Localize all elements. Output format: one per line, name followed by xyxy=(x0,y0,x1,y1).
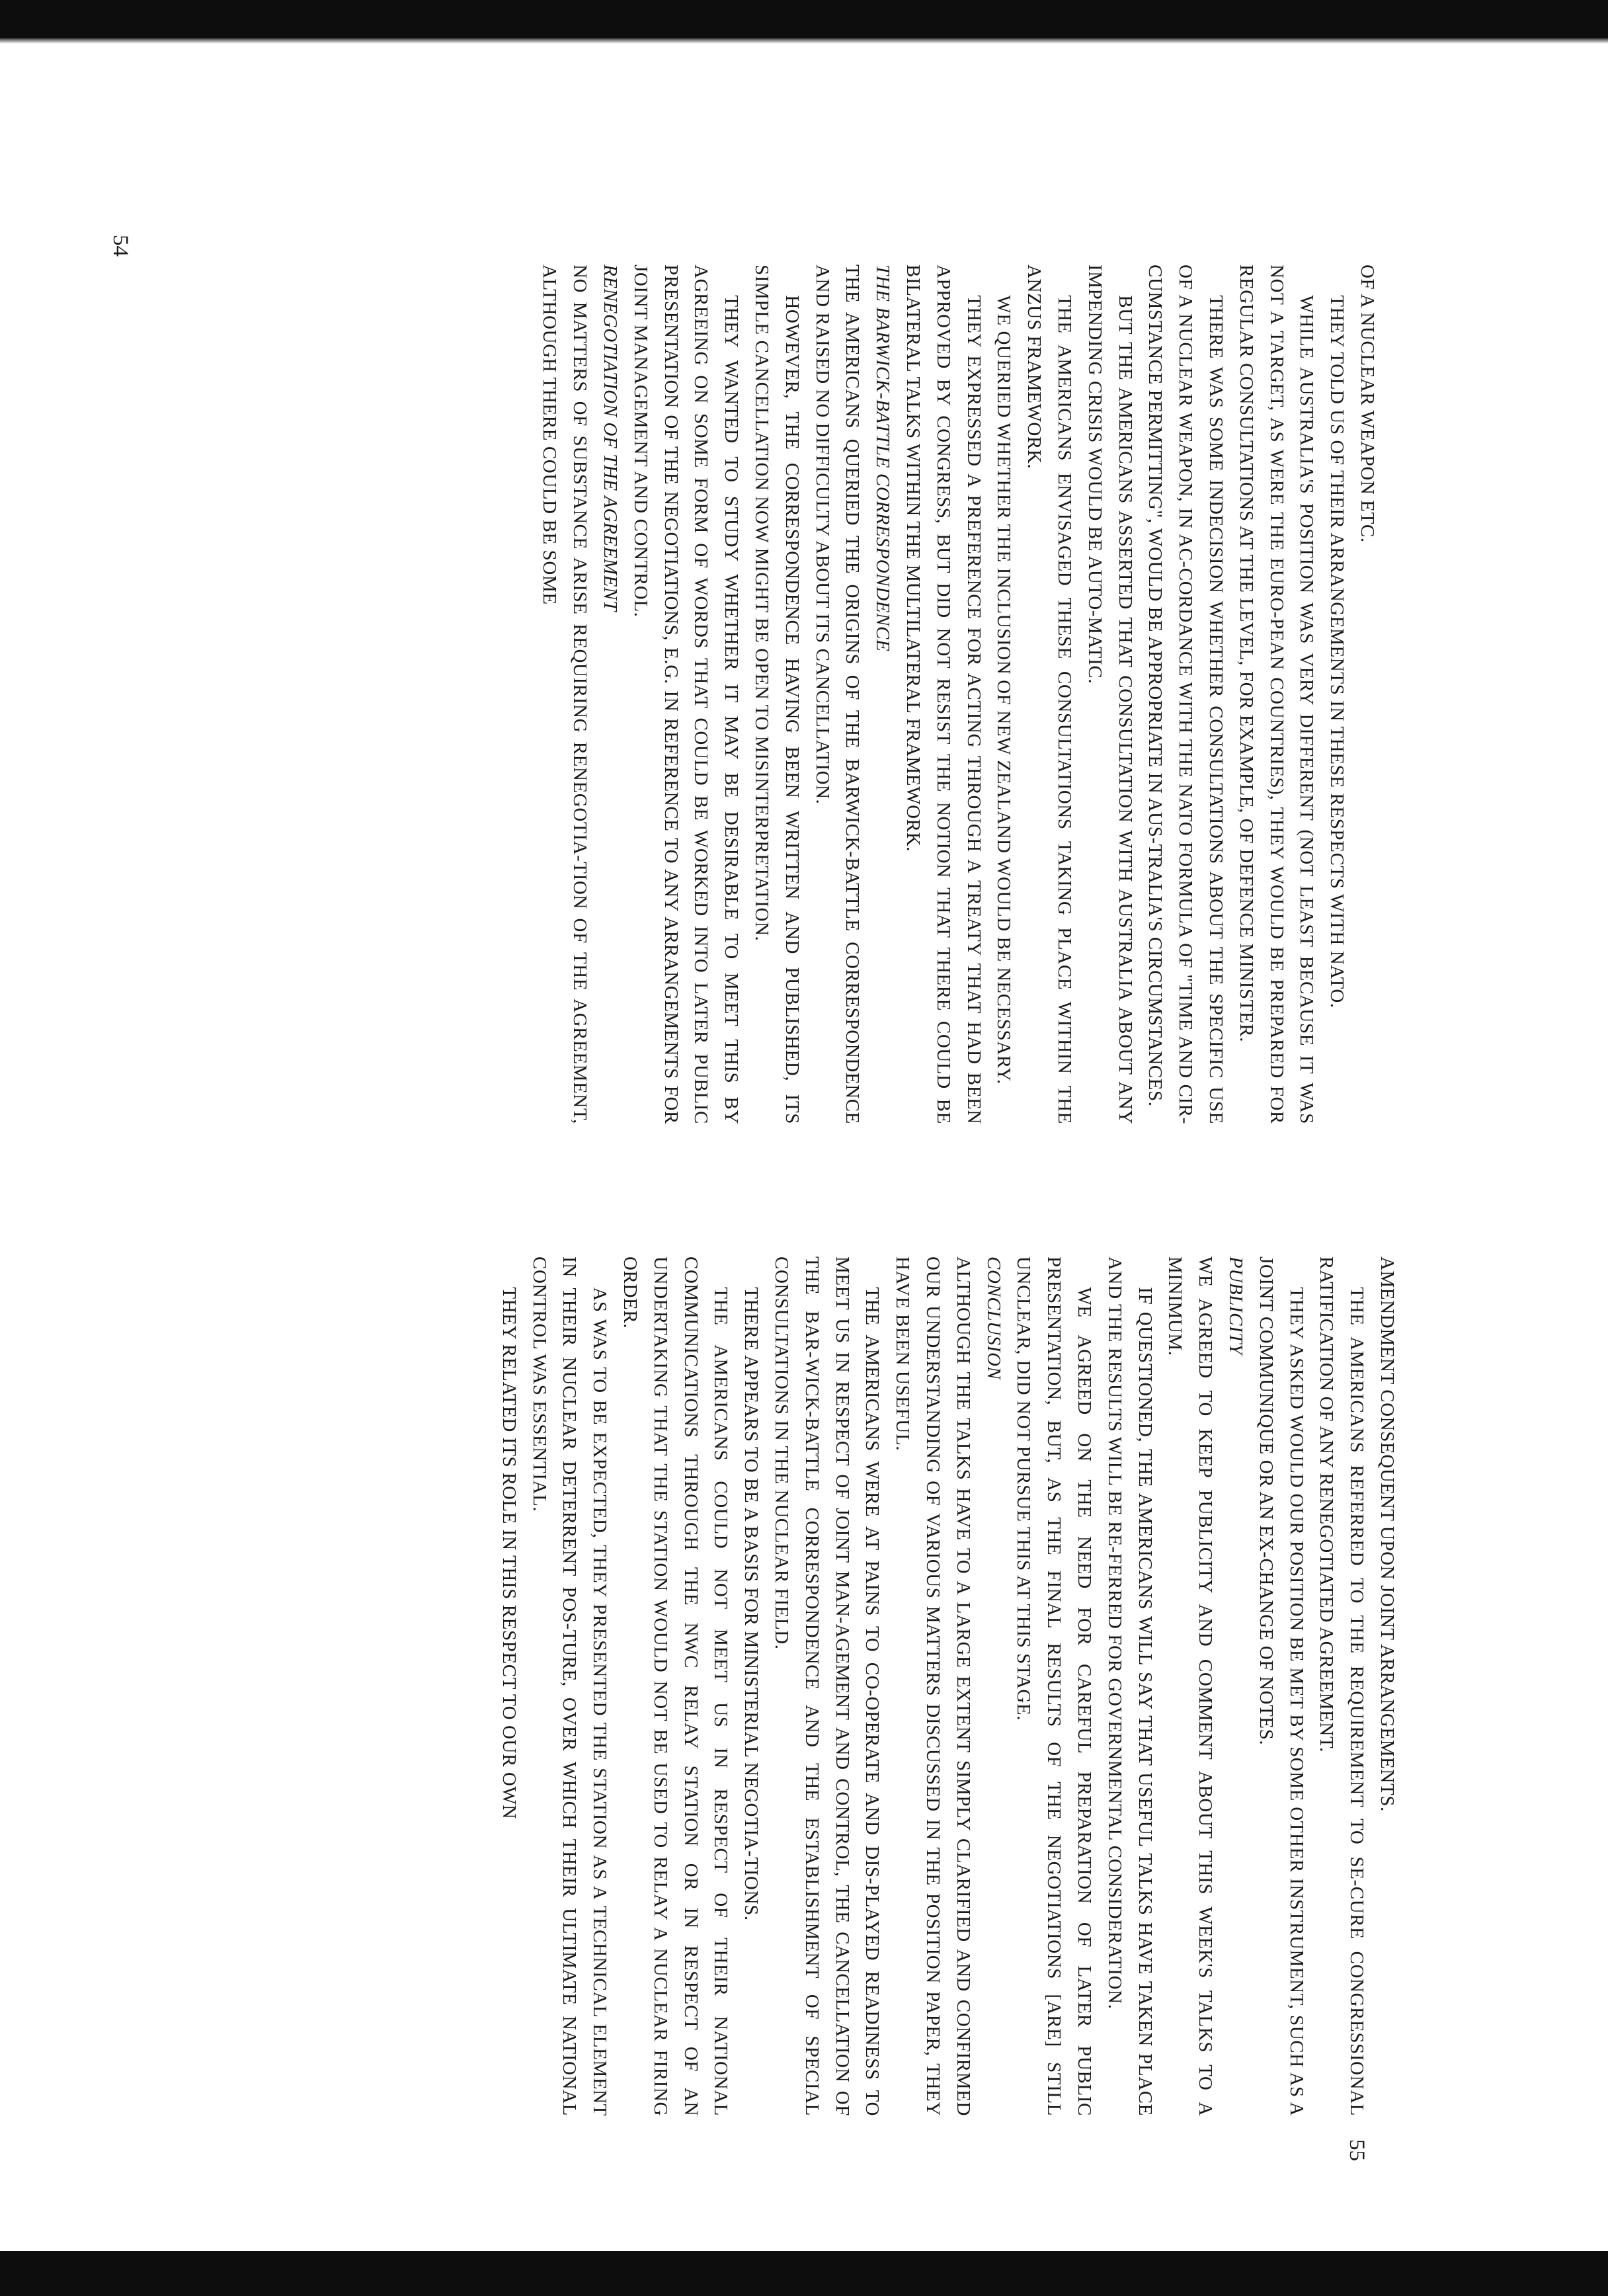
paragraph: THEY RELATED ITS ROLE IN THIS RESPECT TO OUR OWN xyxy=(498,1287,520,1819)
paragraph: BUT THE AMERICANS ASSERTED THAT CONSULTATION WITH AUSTRALIA ABOUT ANY IMPENDING CRISIS WOULD BE AUTO-MATIC. xyxy=(1084,265,1136,1124)
left-page-column xyxy=(534,265,1382,1124)
paragraph: THEY TOLD US OF THEIR ARRANGEMENTS IN THESE RESPECTS WITH NATO. xyxy=(1326,295,1348,1008)
paragraph: THE AMERICANS COULD NOT MEET US IN RESPECT OF THEIR NATIONAL COMMUNICATIONS THROUGH THE NWC RELAY STATION OR IN RESPECT OF AN UNDERTAKING THAT THE STATION WOULD NOT BE USED TO RELAY A NUCLEAR FIRING ORDER. xyxy=(620,1256,732,2116)
paragraph: OF A NUCLEAR WEAPON ETC. xyxy=(1357,265,1378,543)
paragraph: THERE APPEARS TO BE A BASIS FOR MINISTERIAL NEGOTIA-TIONS. xyxy=(741,1287,762,1921)
paragraph: THE AMERICANS QUERIED THE ORIGINS OF THE BARWICK-BATTLE CORRESPONDENCE AND RAISED NO DIFFICULTY ABOUT ITS CANCELLATION. xyxy=(811,265,864,1124)
paragraph: THE AMERICANS REFERRED TO THE REQUIREMENT TO SE-CURE CONGRESSIONAL RATIFICATION OF ANY RENEGOTIATED AGREEMENT. xyxy=(1316,1256,1368,2116)
paragraph: WE AGREED TO KEEP PUBLICITY AND COMMENT ABOUT THIS WEEK'S TALKS TO A MINIMUM. xyxy=(1164,1256,1217,2116)
section-heading: RENEGOTIATION OF THE AGREEMENT xyxy=(600,265,622,612)
section-heading: PUBLICITY xyxy=(1225,1256,1247,1355)
right-page-column xyxy=(493,1256,1402,2116)
paragraph: NO MATTERS OF SUBSTANCE ARISE REQUIRING RENEGOTIA-TION OF THE AGREEMENT, ALTHOUGH THERE COULD BE SOME xyxy=(539,265,591,1124)
page-number-right: 55 xyxy=(1345,2139,1369,2161)
page-number-left: 54 xyxy=(108,235,132,257)
section-heading: THE BARWICK-BATTLE CORRESPONDENCE xyxy=(872,265,894,652)
paragraph: AS WAS TO BE EXPECTED, THEY PRESENTED THE STATION AS A TECHNICAL ELEMENT IN THEIR NUCLEAR DETERRENT POS-TURE, OVER WHICH THEIR ULTIMATE NATIONAL CONTROL WAS ESSENTIAL. xyxy=(528,1256,611,2116)
paragraph: WHILE AUSTRALIA'S POSITION WAS VERY DIFFERENT (NOT LEAST BECAUSE IT WAS NOT A TARGET, AS WERE THE EURO-PEAN COUNTRIES), THEY WOULD BE PREPARED FOR REGULAR CONSULTATIONS AT THE LEVEL, FOR EXAMPLE, OF DEFENCE MINISTER. xyxy=(1235,265,1318,1124)
paragraph: THEY ASKED WOULD OUR POSITION BE MET BY SOME OTHER INSTRUMENT, SUCH AS A JOINT COMMUNIQUE OR AN EX-CHANGE OF NOTES. xyxy=(1255,1256,1307,2116)
paragraph: IF QUESTIONED, THE AMERICANS WILL SAY THAT USEFUL TALKS HAVE TAKEN PLACE AND THE RESULTS WILL BE RE-FERRED FOR GOVERNMENTAL CONSIDERATION. xyxy=(1104,1256,1156,2116)
paragraph: ALTHOUGH THE TALKS HAVE TO A LARGE EXTENT SIMPLY CLARIFIED AND CONFIRMED OUR UNDERSTANDING OF VARIOUS MATTERS DISCUSSED IN THE POSITION PAPER, THEY HAVE BEEN USEFUL. xyxy=(892,1256,974,2116)
paragraph: HOWEVER, THE CORRESPONDENCE HAVING BEEN WRITTEN AND PUBLISHED, ITS SIMPLE CANCELLATION NOW MIGHT BE OPEN TO MISINTERPRETATION. xyxy=(751,265,803,1124)
scan-border-bottom xyxy=(0,2251,1608,2296)
paragraph: AMENDMENT CONSEQUENT UPON JOINT ARRANGEMENTS. xyxy=(1377,1256,1398,1812)
paragraph: WE AGREED ON THE NEED FOR CAREFUL PREPARATION OF LATER PUBLIC PRESENTATION, BUT, AS THE FINAL RESULTS OF THE NEGOTIATIONS [ARE] STILL UNCLEAR, DID NOT PURSUE THIS AT THIS STAGE. xyxy=(1013,1256,1096,2116)
paragraph: THERE WAS SOME INDECISION WHETHER CONSULTATIONS ABOUT THE SPECIFIC USE OF A NUCLEAR WEAPON, IN AC-CORDANCE WITH THE NATO FORMULA OF "TIME AND CIR-CUMSTANCE PERMITTING", WOULD BE APPROPRIATE IN AUS-TRALIA'S CIRCUMSTANCES. xyxy=(1145,265,1227,1124)
paragraph: THEY EXPRESSED A PREFERENCE FOR ACTING THROUGH A TREATY THAT HAD BEEN APPROVED BY CONGRESS, BUT DID NOT RESIST THE NOTION THAT THERE COULD BE BILATERAL TALKS WITHIN THE MULTILATERAL FRAMEWORK. xyxy=(903,265,985,1124)
paragraph: THE AMERICANS WERE AT PAINS TO CO-OPERATE AND DIS-PLAYED READINESS TO MEET US IN RESPECT OF JOINT MAN-AGEMENT AND CONTROL, THE CANCELLATION OF THE BAR-WICK-BATTLE CORRESPONDENCE AND THE ESTABLISHMENT OF SPECIAL CONSULTATIONS IN THE NUCLEAR FIELD. xyxy=(771,1256,883,2116)
paragraph: WE QUERIED WHETHER THE INCLUSION OF NEW ZEALAND WOULD BE NECESSARY. xyxy=(993,295,1015,1085)
paragraph: THEY WANTED TO STUDY WHETHER IT MAY BE DESIRABLE TO MEET THIS BY AGREEING ON SOME FORM OF WORDS THAT COULD BE WORKED INTO LATER PUBLIC PRESENTATION OF THE NEGOTIATIONS, E.G. IN REFERENCE TO ANY ARRANGEMENTS FOR JOINT MANAGEMENT AND CONTROL. xyxy=(629,265,743,1124)
scan-border-top xyxy=(0,0,1608,38)
paragraph: THE AMERICANS ENVISAGED THESE CONSULTATIONS TAKING PLACE WITHIN THE ANZUS FRAMEWORK. xyxy=(1024,265,1076,1124)
section-heading: CONCLUSION xyxy=(983,1256,1004,1380)
